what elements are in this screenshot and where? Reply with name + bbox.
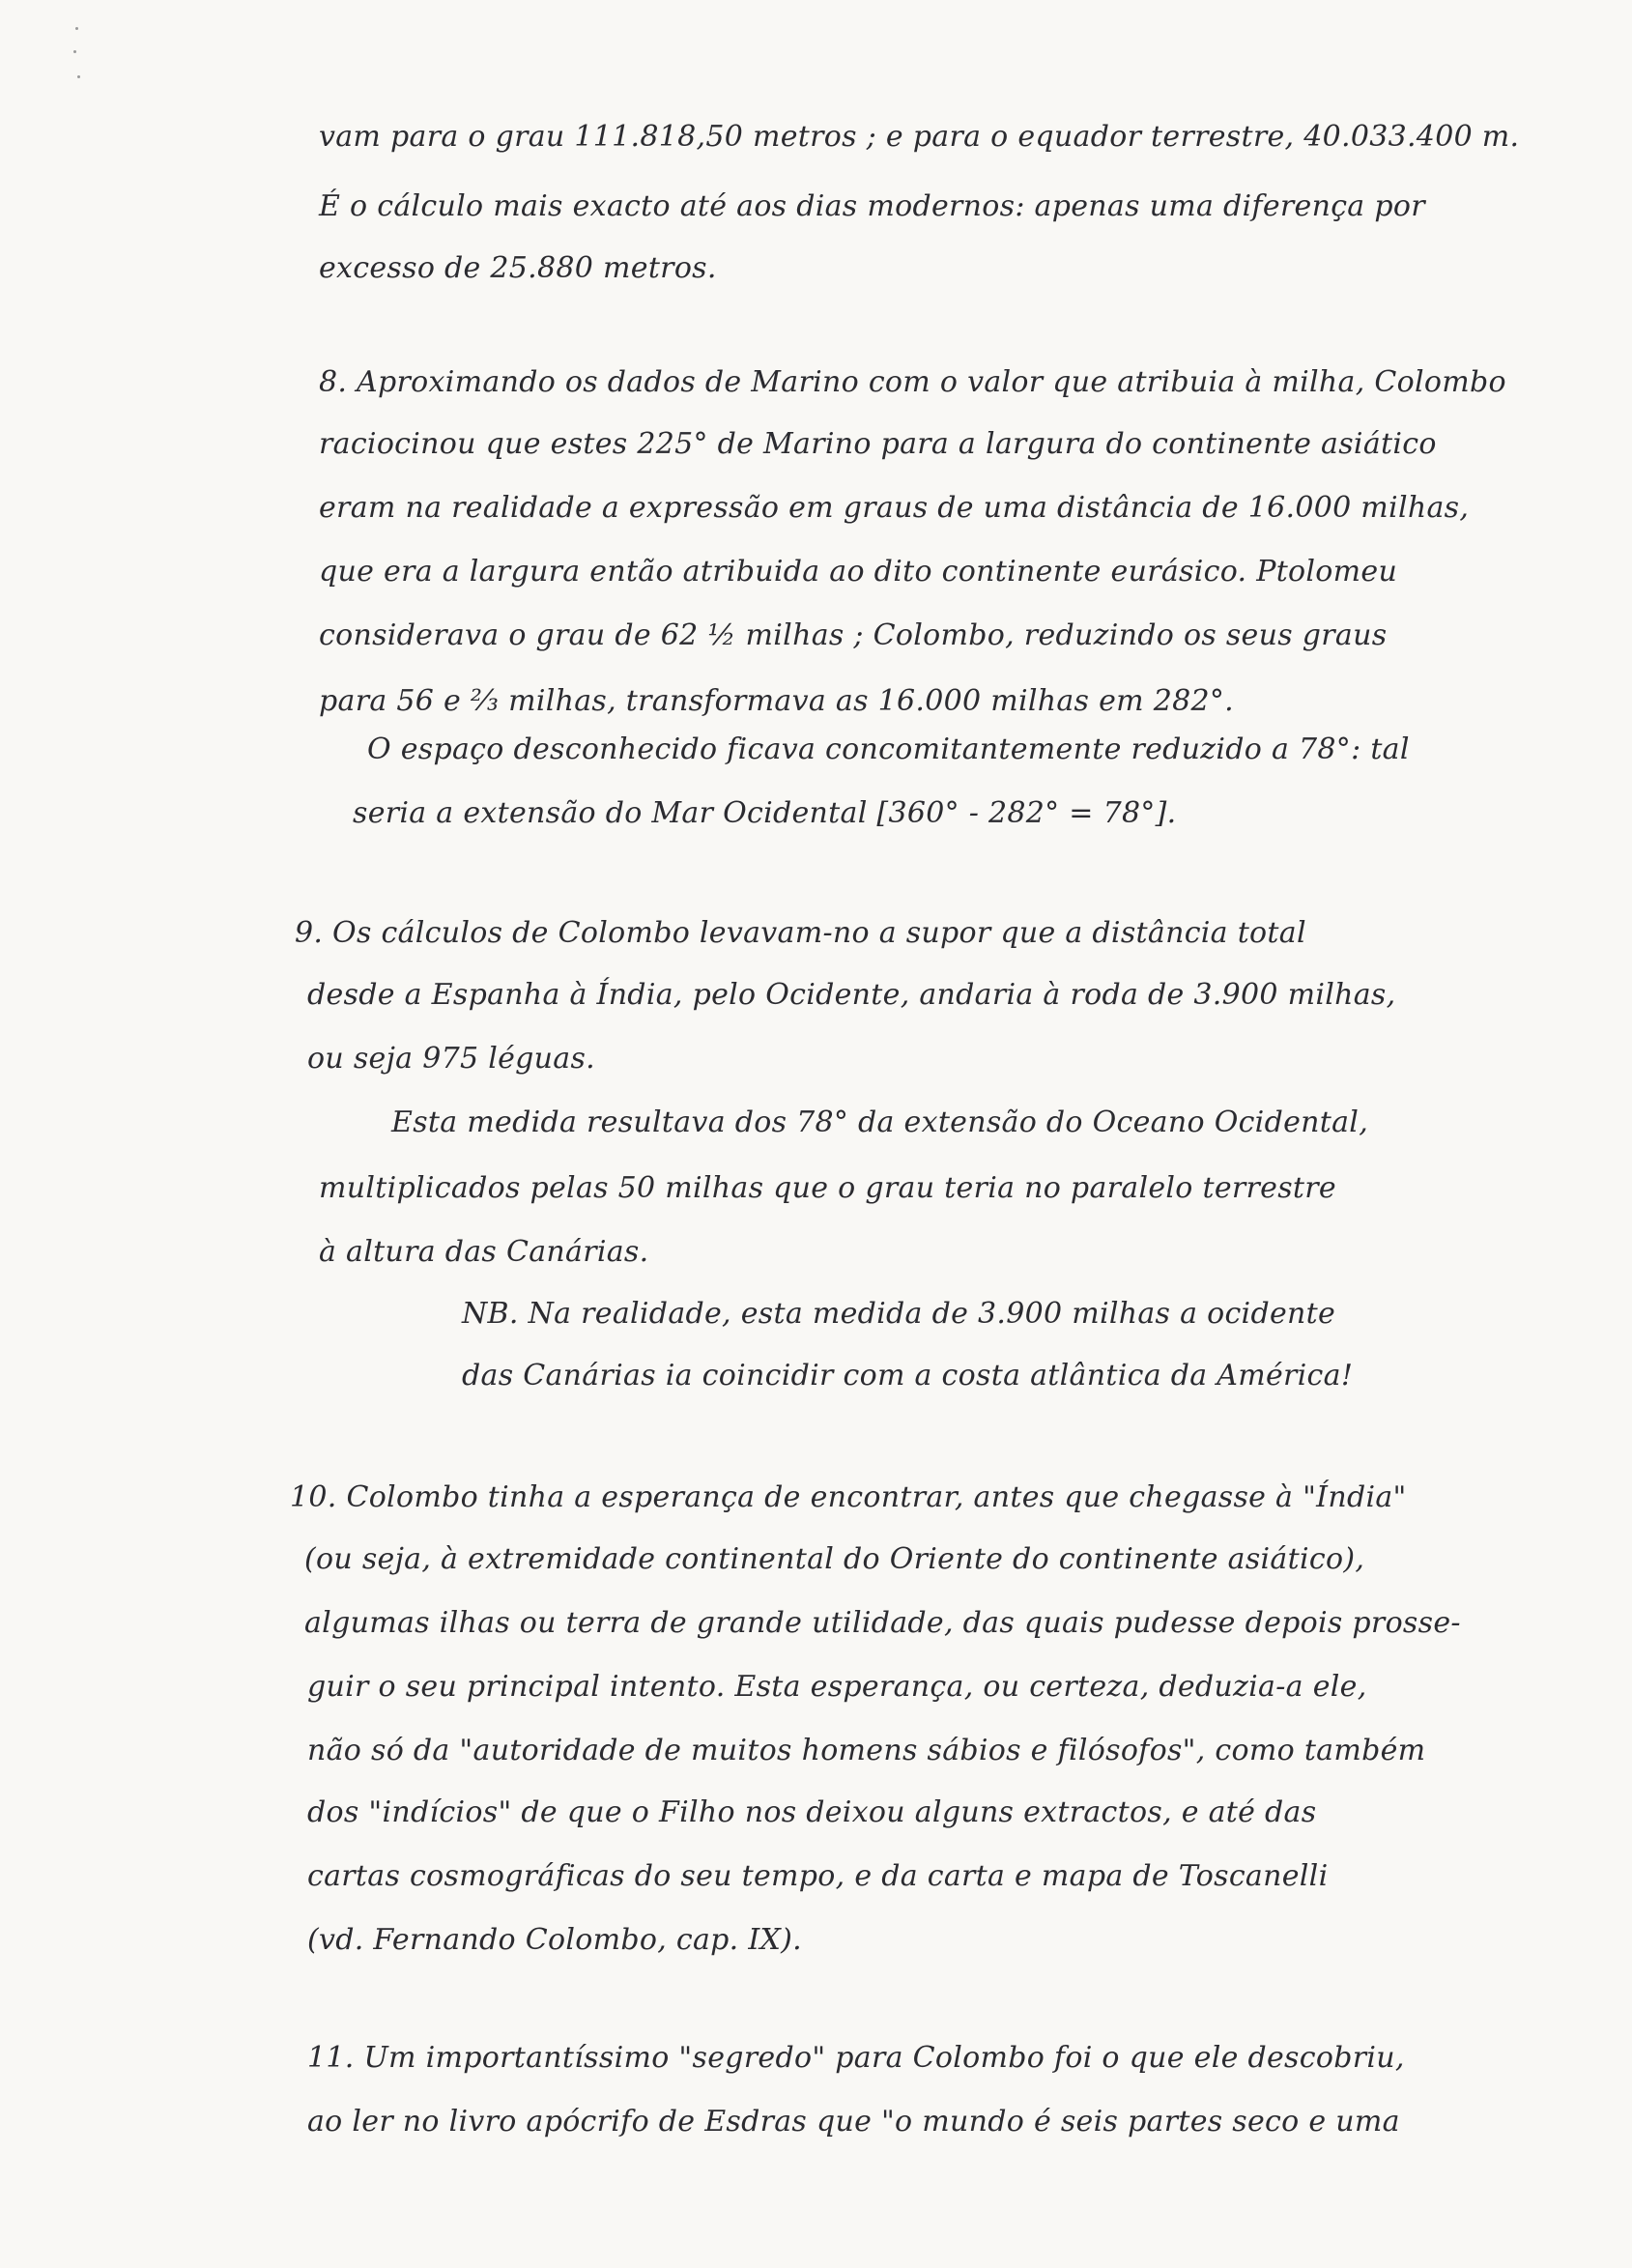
- text-line: ao ler no livro apócrifo de Esdras que "o mundo é seis partes seco e uma: [307, 2105, 1400, 2139]
- margin-speck: [75, 27, 78, 30]
- text-line: O espaço desconhecido ficava concomitantemente reduzido a 78°: tal: [367, 732, 1410, 766]
- text-line: não só da "autoridade de muitos homens sábios e filósofos", como também: [307, 1734, 1426, 1767]
- text-line: 10. Colombo tinha a esperança de encontrar, antes que chegasse à "Índia": [290, 1480, 1407, 1514]
- text-line: cartas cosmográficas do seu tempo, e da carta e mapa de Toscanelli: [307, 1859, 1329, 1893]
- text-line: Esta medida resultava dos 78° da extensão do Oceano Ocidental,: [391, 1105, 1369, 1139]
- text-line: multiplicados pelas 50 milhas que o grau teria no paralelo terrestre: [319, 1171, 1336, 1205]
- margin-speck: [73, 50, 76, 53]
- text-line: (vd. Fernando Colombo, cap. IX).: [307, 1923, 802, 1957]
- text-line: vam para o grau 111.818,50 metros ; e para o equador terrestre, 40.033.400 m.: [319, 120, 1520, 154]
- text-line: ou seja 975 léguas.: [307, 1042, 595, 1076]
- text-line: É o cálculo mais exacto até aos dias modernos: apenas uma diferença por: [319, 189, 1425, 223]
- text-line: excesso de 25.880 metros.: [319, 251, 717, 285]
- text-line: considerava o grau de 62 ½ milhas ; Colombo, reduzindo os seus graus: [319, 618, 1388, 652]
- text-line: guir o seu principal intento. Esta esperança, ou certeza, deduzia-a ele,: [307, 1670, 1367, 1704]
- text-line: raciocinou que estes 225° de Marino para a largura do continente asiático: [319, 427, 1437, 461]
- text-line: à altura das Canárias.: [319, 1235, 649, 1269]
- text-line: eram na realidade a expressão em graus de uma distância de 16.000 milhas,: [319, 491, 1470, 525]
- text-line: dos "indícios" de que o Filho nos deixou alguns extractos, e até das: [307, 1795, 1317, 1829]
- text-line: seria a extensão do Mar Ocidental [360° - 282° = 78°].: [353, 796, 1177, 830]
- text-line: algumas ilhas ou terra de grande utilidade, das quais pudesse depois prosse-: [304, 1606, 1461, 1640]
- text-line: das Canárias ia coincidir com a costa atlântica da América!: [462, 1359, 1354, 1392]
- text-line: desde a Espanha à Índia, pelo Ocidente, andaria à roda de 3.900 milhas,: [307, 978, 1396, 1012]
- text-line: 8. Aproximando os dados de Marino com o valor que atribuia à milha, Colombo: [319, 365, 1506, 399]
- text-line: para 56 e ⅔ milhas, transformava as 16.000 milhas em 282°.: [319, 684, 1235, 718]
- text-line: NB. Na realidade, esta medida de 3.900 milhas a ocidente: [462, 1297, 1336, 1331]
- margin-speck: [77, 75, 80, 78]
- text-line: 11. Um importantíssimo "segredo" para Colombo foi o que ele descobriu,: [307, 2041, 1405, 2075]
- text-line: que era a largura então atribuida ao dito continente eurásico. Ptolomeu: [319, 555, 1398, 589]
- text-line: 9. Os cálculos de Colombo levavam-no a supor que a distância total: [295, 916, 1306, 950]
- text-line: (ou seja, à extremidade continental do Oriente do continente asiático),: [304, 1542, 1365, 1576]
